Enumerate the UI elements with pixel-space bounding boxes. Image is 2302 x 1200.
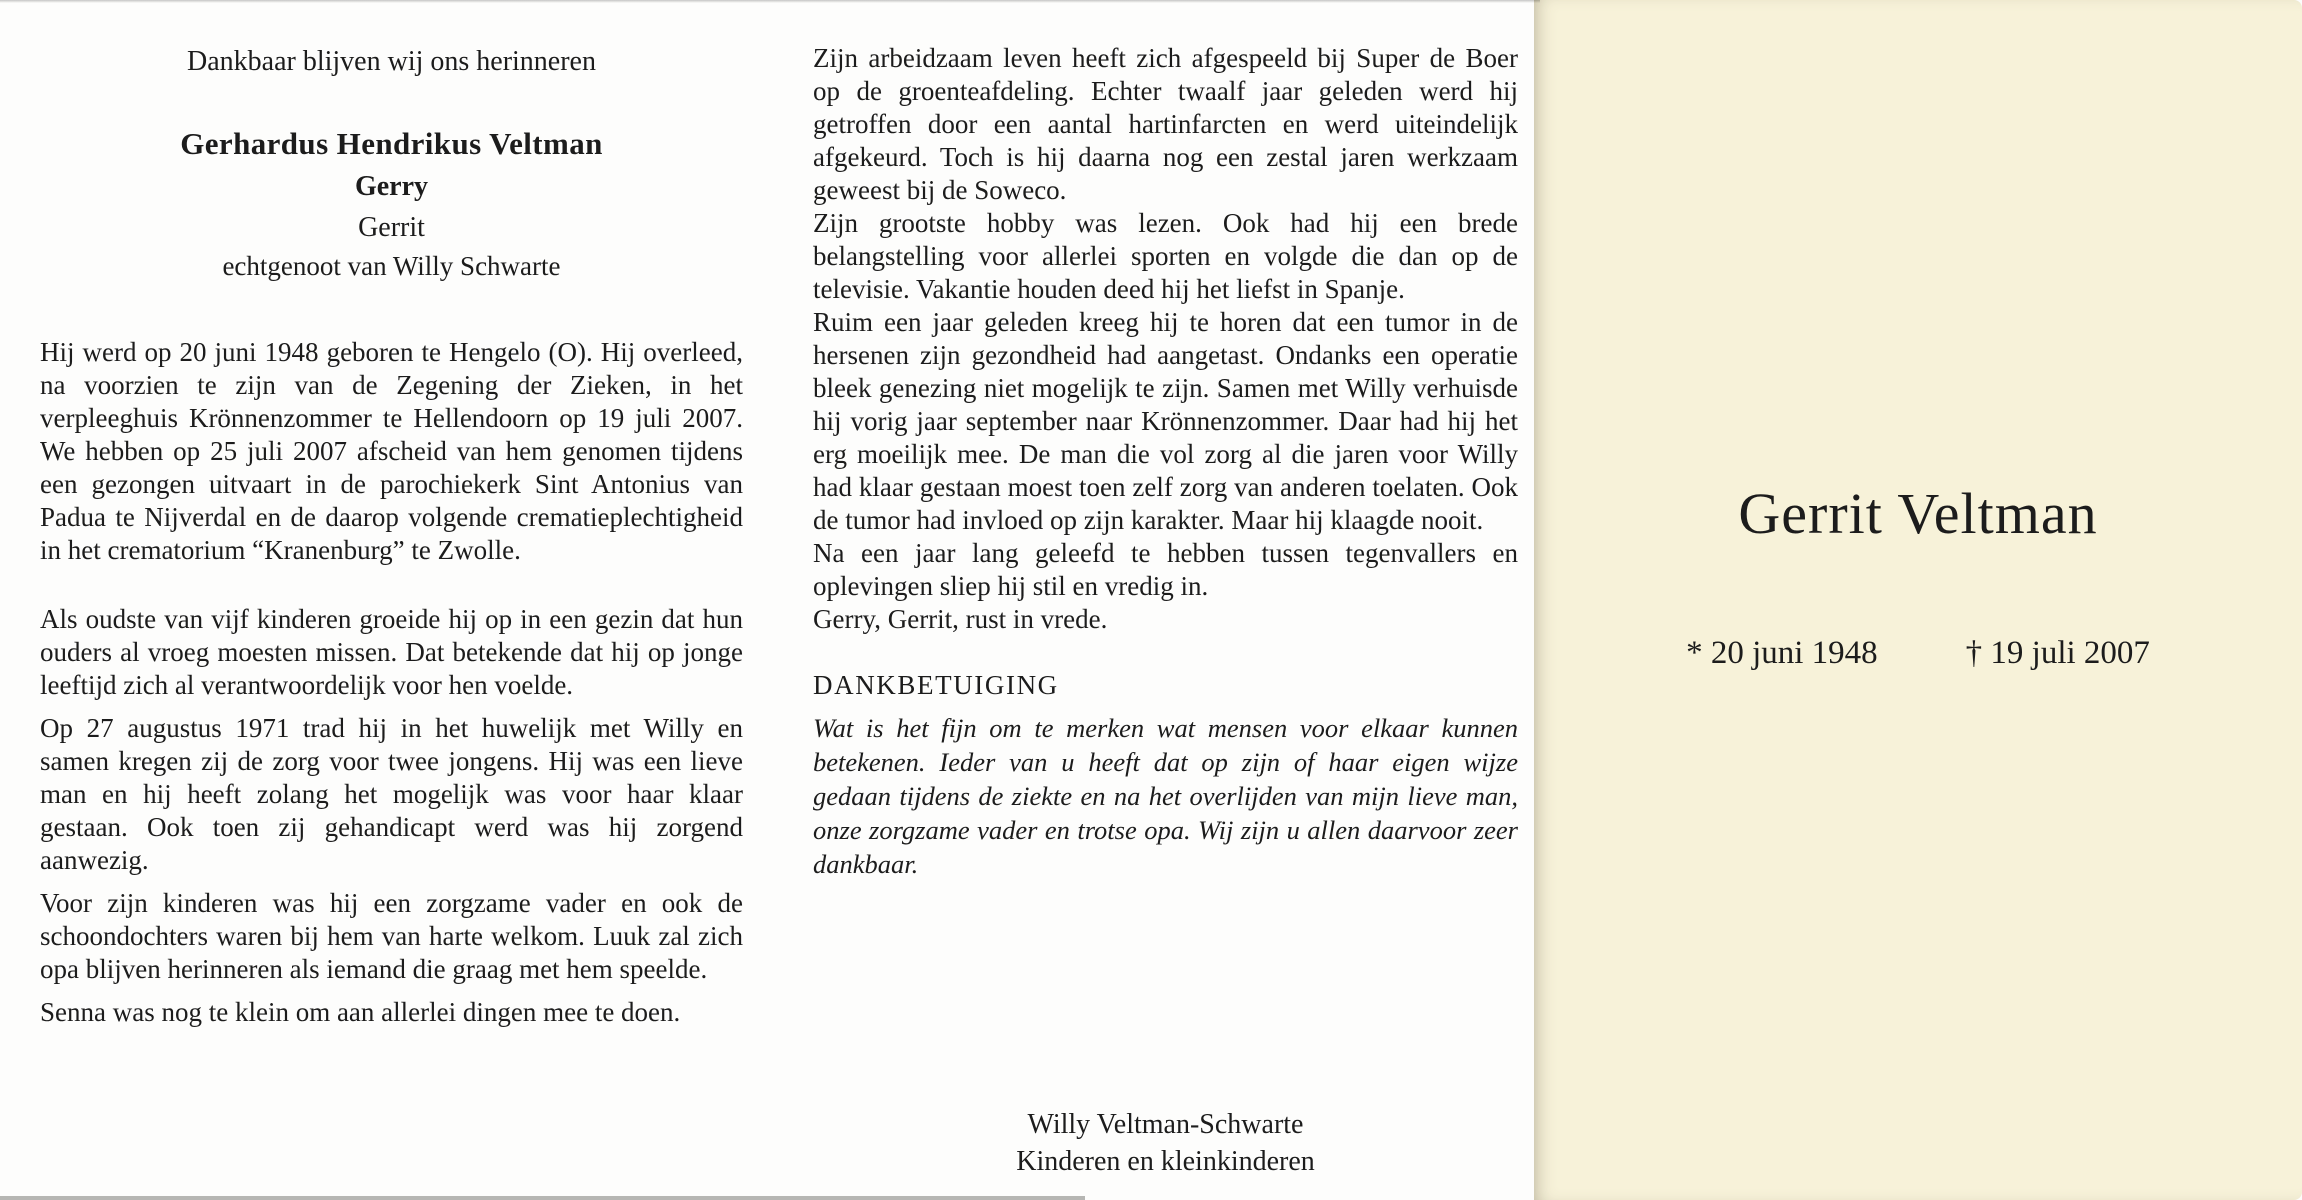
life-story-paragraph: Zijn arbeidzaam leven heeft zich afgespeeld bij Super de Boer op de groenteafdeling. Echter twaalf jaar geleden werd hij getroffen door een aantal hartinfarcten en werd uiteindelijk afgekeurd. Toch is hij daarna nog een zestal jaren werkzaam geweest bij de Soweco. <box>813 43 1518 205</box>
signature-family: Kinderen en kleinkinderen <box>1016 1146 1315 1177</box>
signature-name: Willy Veltman-Schwarte <box>1027 1109 1304 1140</box>
life-story-text-block <box>813 42 1518 636</box>
front-cover-content <box>1686 480 2150 672</box>
biography-text-block <box>40 336 743 1029</box>
acknowledgement-text: Wat is het fijn om te merken wat mensen voor elkaar kunnen betekenen. Ieder van u heeft dat op zijn of haar eigen wijze gedaan tijdens de ziekte en na het overlijden van mijn lieve man, onze zorgzame vader en trotse opa. Wij zijn u allen daarvoor zeer dankbaar. <box>813 713 1518 879</box>
acknowledgement-heading: DANKBETUIGING <box>813 670 1059 700</box>
remembrance-intro: Dankbaar blijven wij ons herinneren <box>187 46 596 77</box>
front-cover-panel <box>1534 0 2302 1200</box>
biography-paragraph: Hij werd op 20 juni 1948 geboren te Hengelo (O). Hij overleed, na voorzien te zijn van de Zegening der Zieken, in het verpleeghuis Krönnenzommer te Hellendoorn op 19 juli 2007. We hebben op 25 juli 2007 afscheid van hem genomen tijdens een gezongen uitvaart in de parochiekerk Sint Antonius van Padua te Nijverdal en de daarop volgende crematieplechtigheid in het crematorium “Kranenburg” te Zwolle. <box>40 337 743 565</box>
front-name-title: Gerrit Veltman <box>1738 481 2098 546</box>
death-date: † 19 juli 2007 <box>1965 635 2150 671</box>
biography-paragraph: Als oudste van vijf kinderen groeide hij op in een gezin dat hun ouders al vroeg moesten missen. Dat betekende dat hij op jonge leeftijd zich al verantwoordelijk voor hen voelde. <box>40 604 743 700</box>
spouse-line: echtgenoot van Willy Schwarte <box>222 251 561 281</box>
birth-date: * 20 juni 1948 <box>1686 635 1878 671</box>
inside-right-panel <box>767 0 1534 1200</box>
biography-paragraph: Senna was nog te klein om aan allerlei dingen mee te doen. <box>40 997 681 1027</box>
deceased-full-name: Gerhardus Hendrikus Veltman <box>180 126 603 161</box>
life-story-paragraph: Ruim een jaar geleden kreeg hij te horen dat een tumor in de hersenen zijn gezondheid had aangetast. Ondanks een operatie bleek genezing niet mogelijk te zijn. Samen met Willy verhuisde hij vorig jaar september naar Krönnenzommer. Daar had hij het erg moeilijk mee. De man die vol zorg al die jaren voor Willy had klaar gestaan moest toen zelf zorg van anderen toelaten. Ook de tumor had invloed op zijn karakter. Maar hij klaagde nooit. <box>813 307 1518 535</box>
biography-paragraph: Op 27 augustus 1971 trad hij in het huwelijk met Willy en samen kregen zij de zorg voor twee jongens. Hij was een lieve man en hij heeft zolang het mogelijk was voor haar klaar gestaan. Ook toen zij gehandicapt werd was hij zorgend aanwezig. <box>40 713 743 875</box>
nickname-gerry: Gerry <box>354 171 429 202</box>
life-story-paragraph: Zijn grootste hobby was lezen. Ook had hij een brede belangstelling voor allerlei sporten en volgde die dan op de televisie. Vakantie houden deed hij het liefst in Spanje. <box>813 208 1518 304</box>
biography-paragraph: Voor zijn kinderen was hij een zorgzame vader en ook de schoondochters waren bij hem van harte welkom. Luuk zal zich opa blijven herinneren als iemand die graag met hem speelde. <box>40 888 743 984</box>
rest-in-peace-line: Gerry, Gerrit, rust in vrede. <box>813 604 1108 634</box>
inside-left-panel <box>0 0 767 1200</box>
nickname-gerrit: Gerrit <box>358 212 425 243</box>
signature-block <box>813 1106 1518 1184</box>
birth-death-dates <box>1686 635 2150 672</box>
life-story-paragraph: Na een jaar lang geleefd te hebben tussen tegenvallers en oplevingen sliep hij stil en vredig in. <box>813 538 1518 601</box>
